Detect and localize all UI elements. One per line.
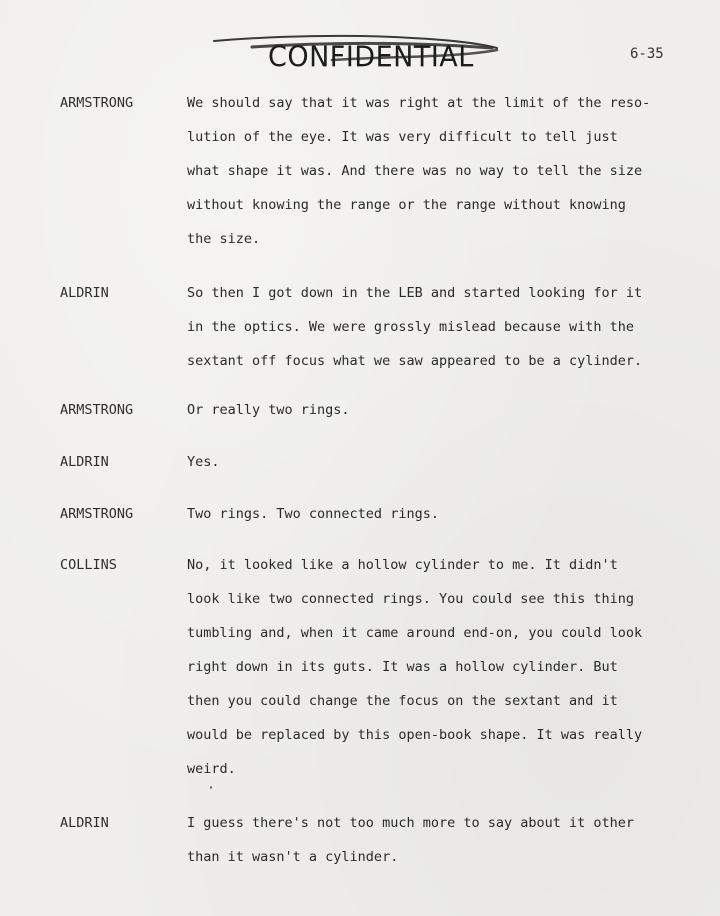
speech-line: weird. bbox=[187, 761, 236, 777]
speech-line: in the optics. We were grossly mislead because with the bbox=[187, 319, 635, 335]
speech-line: Two rings. Two connected rings. bbox=[187, 506, 439, 522]
page-number: 6-35 bbox=[630, 46, 664, 62]
speaker-name: COLLINS bbox=[60, 557, 117, 573]
speech-line: lution of the eye. It was very difficult to tell just bbox=[187, 129, 618, 145]
speech-text bbox=[187, 402, 687, 436]
speaker-name: ARMSTRONG bbox=[60, 506, 134, 522]
speech-line: what shape it was. And there was no way to tell the size bbox=[187, 163, 643, 179]
speech-text bbox=[187, 506, 687, 540]
speech-line: Yes. bbox=[187, 454, 220, 470]
speech-line: right down in its guts. It was a hollow cylinder. But bbox=[187, 659, 618, 675]
speech-line: the size. bbox=[187, 231, 261, 247]
speech-text bbox=[187, 285, 687, 387]
speaker-name: ARMSTRONG bbox=[60, 402, 134, 418]
speech-line: without knowing the range or the range without knowing bbox=[187, 197, 626, 213]
speech-line: would be replaced by this open-book shape. It was really bbox=[187, 727, 643, 743]
speech-text bbox=[187, 454, 687, 488]
speech-text bbox=[187, 557, 687, 795]
speech-line: Or really two rings. bbox=[187, 402, 350, 418]
speech-line: No, it looked like a hollow cylinder to me. It didn't bbox=[187, 557, 618, 573]
speaker-name: ALDRIN bbox=[60, 285, 109, 301]
speech-line: then you could change the focus on the sextant and it bbox=[187, 693, 618, 709]
speech-line: tumbling and, when it came around end-on, you could look bbox=[187, 625, 643, 641]
speech-text bbox=[187, 95, 687, 265]
speaker-name: ALDRIN bbox=[60, 454, 109, 470]
speech-line: than it wasn't a cylinder. bbox=[187, 849, 399, 865]
speech-line: So then I got down in the LEB and started looking for it bbox=[187, 285, 643, 301]
speech-line: look like two connected rings. You could see this thing bbox=[187, 591, 635, 607]
speech-line: sextant off focus what we saw appeared to be a cylinder. bbox=[187, 353, 643, 369]
confidential-stamp bbox=[212, 30, 502, 78]
speech-text bbox=[187, 815, 687, 883]
stamp-label: CONFIDENTIAL bbox=[268, 41, 474, 74]
speech-line: We should say that it was right at the limit of the reso- bbox=[187, 95, 651, 111]
speech-line: I guess there's not too much more to say about it other bbox=[187, 815, 635, 831]
speaker-name: ALDRIN bbox=[60, 815, 109, 831]
speaker-name: ARMSTRONG bbox=[60, 95, 134, 111]
ink-speck bbox=[210, 786, 212, 789]
